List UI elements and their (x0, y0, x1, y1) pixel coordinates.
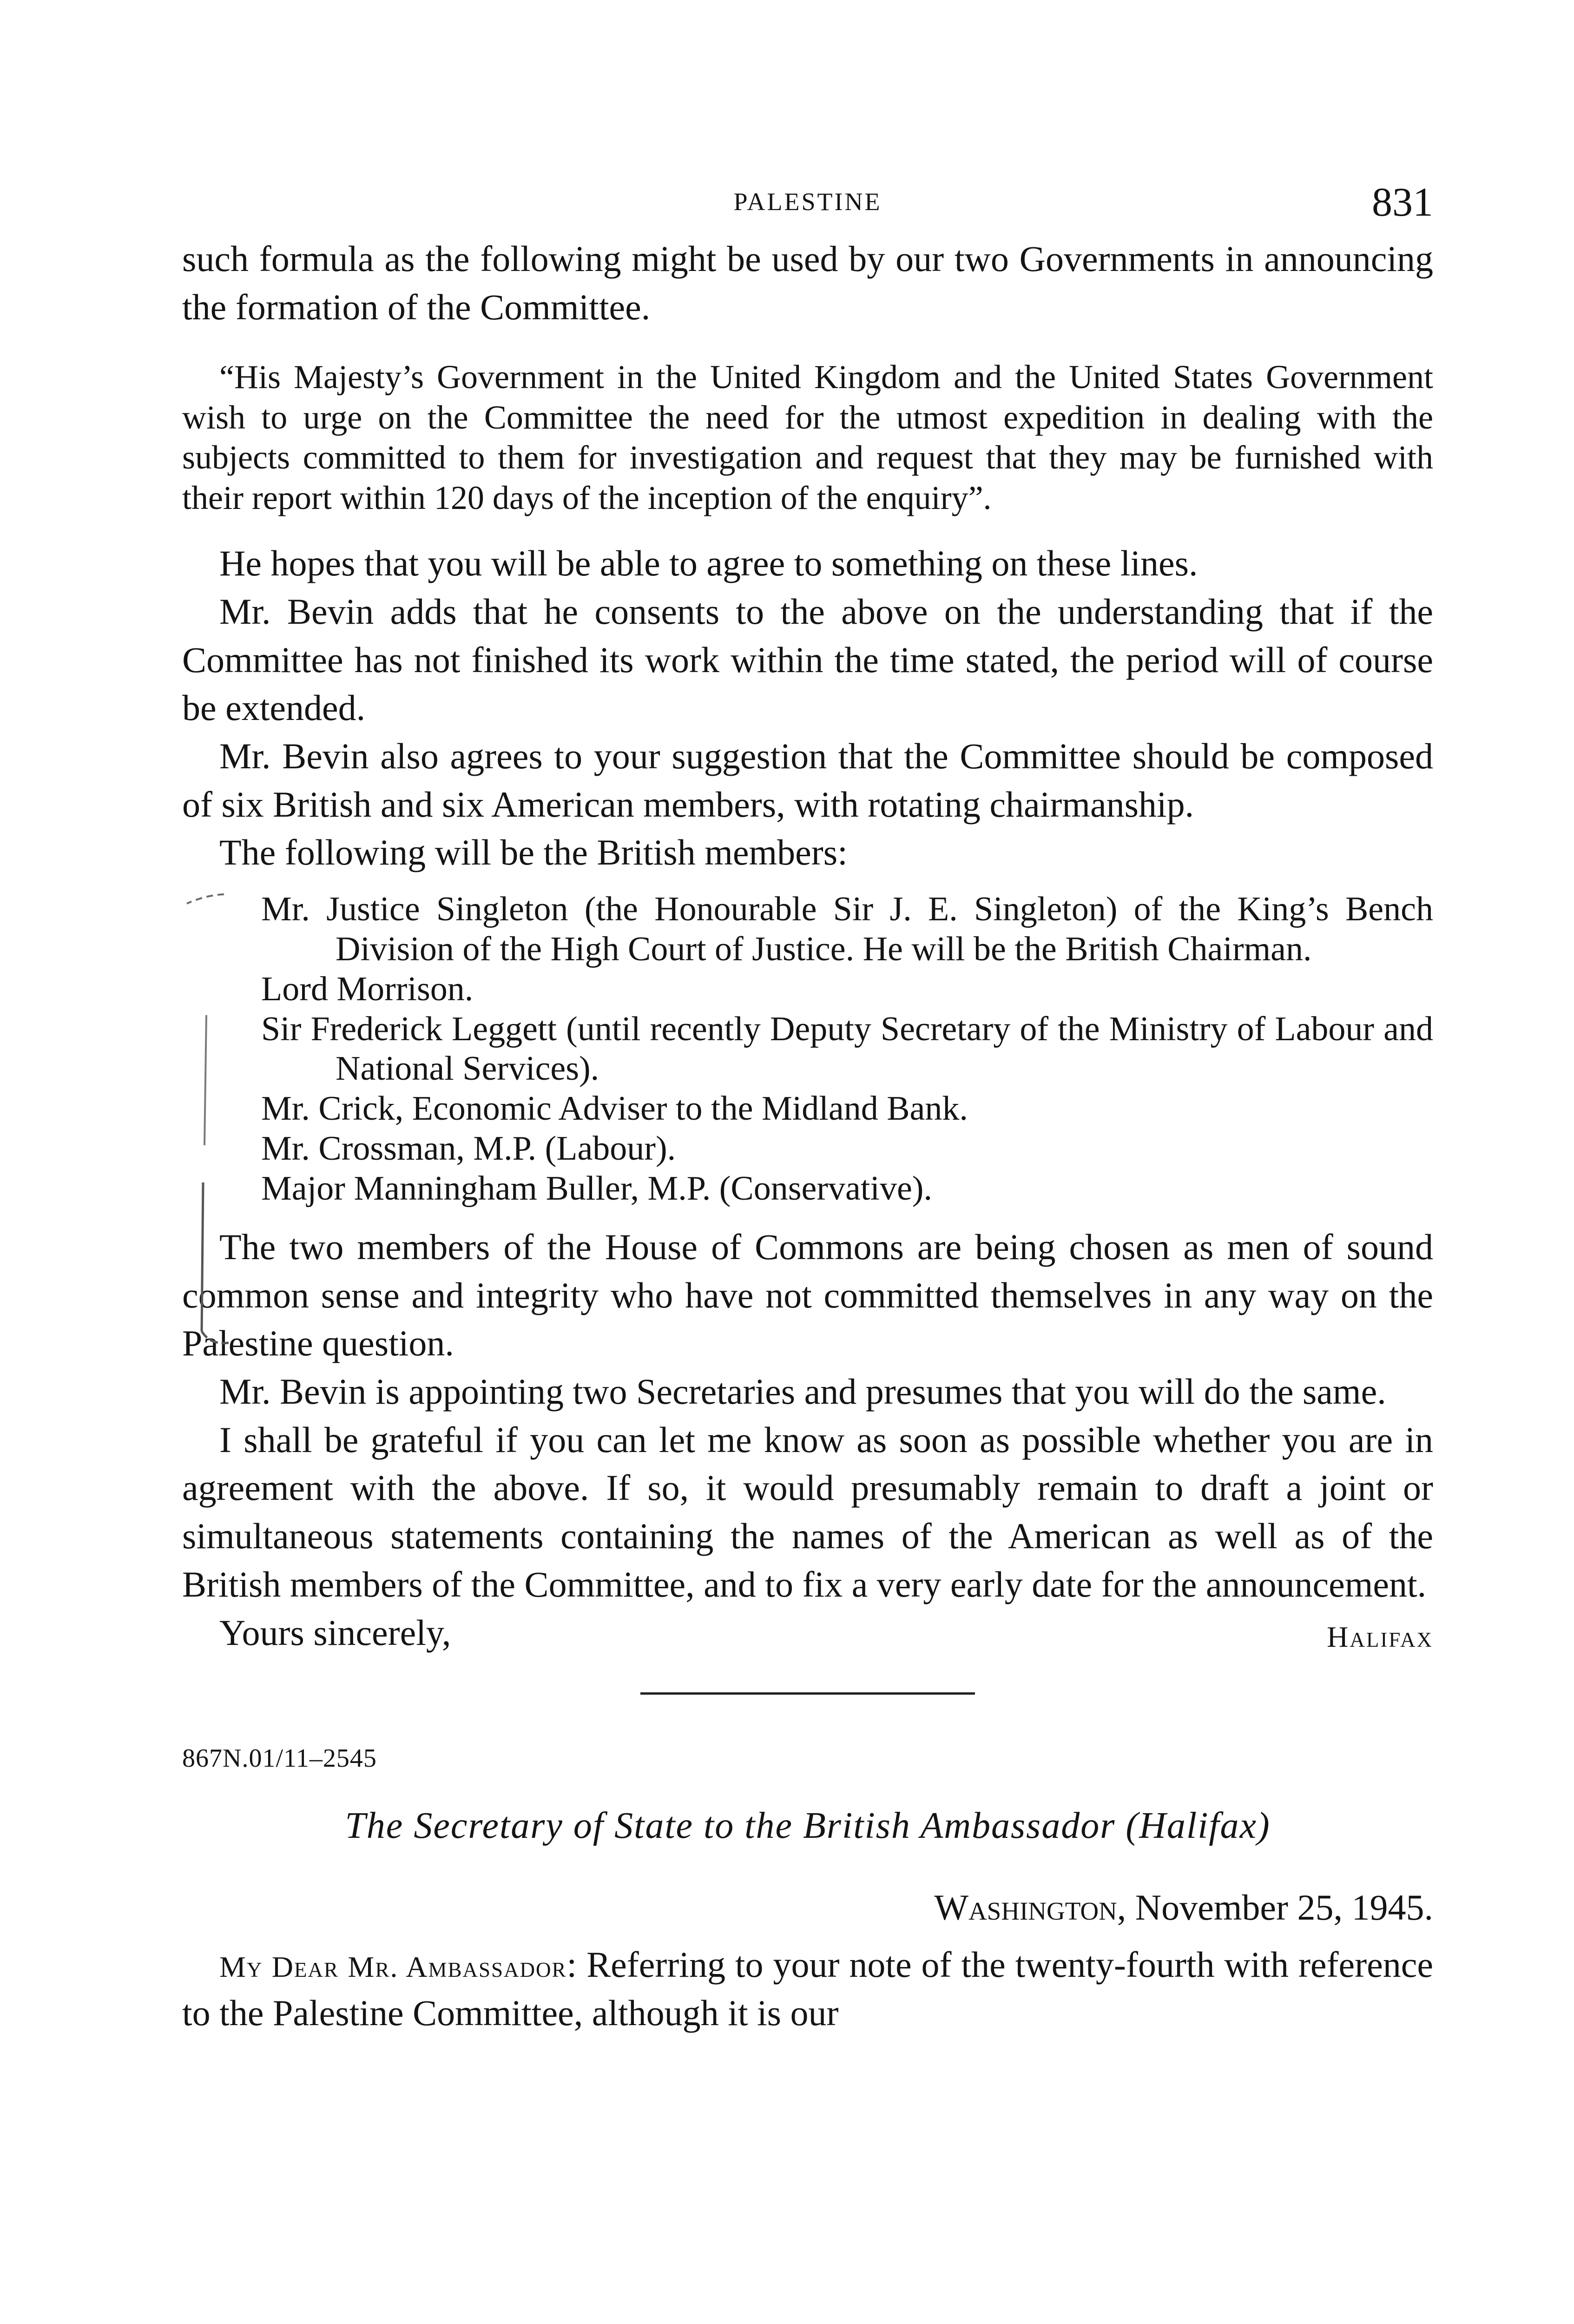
british-members-list (182, 890, 1433, 1209)
member-item: Lord Morrison. (261, 970, 474, 1008)
paragraph-2: He hopes that you will be able to agree to something on these lines. (219, 543, 1198, 584)
paragraph-8: I shall be grateful if you can let me know as soon as possible whether you are in agreement with the above. If so, it would presumably remain to draft a joint or simultaneous statements containing the names of the American as well as of the British members of the Committee, and to fix a very early date for the announcement. (182, 1419, 1433, 1604)
member-item: Major Manningham Buller, M.P. (Conservative). (261, 1169, 932, 1208)
member-item: Mr. Crick, Economic Adviser to the Midland Bank. (261, 1089, 968, 1128)
paragraph-6: The two members of the House of Commons are being chosen as men of sound common sense and integrity who have not committed themselves in any way on the Palestine question. (182, 1226, 1433, 1364)
member-item: Mr. Crossman, M.P. (Labour). (261, 1129, 676, 1168)
file-reference: 867N.01/11–2545 (182, 1743, 377, 1773)
document-page (182, 179, 1433, 2037)
member-item: Sir Frederick Leggett (until recently Deputy Secretary of the Ministry of Labour and National Services). (261, 1010, 1433, 1088)
paragraph-3: Mr. Bevin adds that he consents to the above on the understanding that if the Committee has not finished its work within the time stated, the period will of course be extended. (182, 591, 1433, 728)
paragraph-1: such formula as the following might be used by our two Governments in announcing the formation of the Committee. (182, 238, 1433, 327)
paragraph-7: Mr. Bevin is appointing two Secretaries and presumes that you will do the same. (219, 1371, 1386, 1412)
paragraph-5: The following will be the British members: (219, 832, 848, 873)
signature: Halifax (1327, 1620, 1433, 1653)
dateline-city: Washington (934, 1887, 1117, 1928)
closing: Yours sincerely, (219, 1612, 451, 1653)
document-heading: The Secretary of State to the British Ambassador (Halifax) (345, 1805, 1271, 1847)
running-title: PALESTINE (733, 188, 882, 216)
opening-paragraph (182, 1941, 1433, 2037)
running-head (182, 179, 1433, 235)
letter-body (182, 235, 1433, 2037)
opening-text: : Referring to your note of the twenty-fourth with reference to the Palestine Committee, although it is our (182, 1944, 1433, 2033)
paragraph-4: Mr. Bevin also agrees to your suggestion that the Committee should be composed of six British and six American members, with rotating chairmanship. (182, 735, 1433, 825)
salutation: My Dear Mr. Ambassador (219, 1950, 567, 1984)
member-item: Mr. Justice Singleton (the Honourable Sir J. E. Singleton) of the King’s Bench Division of the High Court of Justice. He will be the British Chairman. (261, 890, 1433, 968)
quoted-formula: “His Majesty’s Government in the United Kingdom and the United States Government wish to urge on the Committee the need for the utmost expedition in dealing with the subjects committed to them for investigation and request that they may be furnished with their report within 120 days of the inception of the enquiry”. (182, 358, 1433, 516)
page-number: 831 (1372, 180, 1433, 225)
signoff (182, 1609, 1433, 1660)
section-divider (640, 1692, 975, 1695)
dateline-date: , November 25, 1945. (1117, 1887, 1433, 1928)
dateline (182, 1883, 1433, 1932)
